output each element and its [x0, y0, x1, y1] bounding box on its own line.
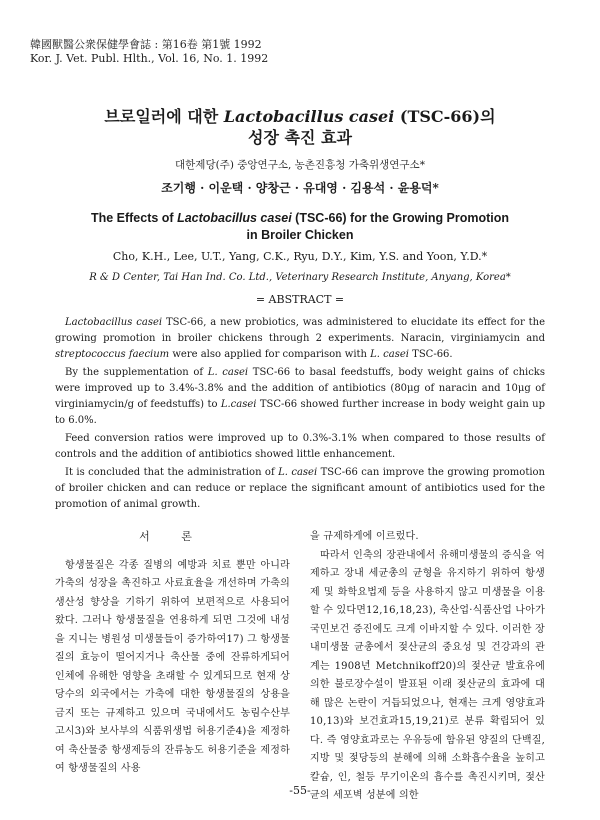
korean-authors: 조기행 · 이운택 · 양창근 · 유대영 · 김용석 · 윤용덕*	[161, 181, 439, 195]
abstract-paragraph-1	[55, 315, 545, 363]
journal-citation	[30, 38, 268, 66]
abstract-p2-text-3: TSC-66 showed further increase in body weight gain up to 6.0%.	[55, 399, 545, 426]
abstract-p4-text-2: TSC-66 can improve the growing promotion of broiler chicken and can reduce or replace the significant amount of antibiotics used for the promotion of animal growth.	[55, 467, 545, 510]
english-authors: Cho, K.H., Lee, U.T., Yang, C.K., Ryu, D.Y., Kim, Y.S. and Yoon, Y.D.*	[112, 250, 488, 263]
english-title-organism: Lactobacillus casei	[177, 211, 292, 225]
abstract-paragraph-2	[55, 365, 545, 429]
abstract-p2-text-2: TSC-66 to basal feedstuffs, body weight gains of chicks were improved up to 3.4%-3.8% and the addition of antibiotics (80μg of naracin and 10μg of virginiamycin/g of feedstuffs) to	[55, 367, 545, 410]
korean-title-line2: 성장 촉진 효과	[248, 128, 352, 147]
english-title-before: The Effects of	[90, 211, 178, 225]
abstract-p1-text-3: TSC-66.	[408, 349, 453, 360]
journal-line-en: Kor. J. Vet. Publ. Hlth., Vol. 16, No. 1. 1992	[30, 52, 269, 65]
english-institution: R & D Center, Tai Han Ind. Co. Ltd., Veterinary Research Institute, Anyang, Korea*	[89, 272, 511, 283]
page-number: -55-	[289, 784, 311, 797]
korean-title-organism: Lactobacillus casei	[223, 107, 395, 126]
abstract-p4-text: It is concluded that the administration of	[65, 467, 279, 478]
korean-title-before: 브로일러에 대한	[104, 107, 224, 126]
right-column-paragraph-2: 따라서 인축의 장관내에서 유해미생물의 증식을 억제하고 장내 세균총의 균형을 유지하기 위하여 항생제 및 화학요법제 등을 사용하지 않고 미생물을 이용할 수 있다면12,16,18,23), 축산업·식품산업 나아가 국민보건 증진에도 크게 이바지할 수 있다. 이러한 장내미생물 균총에서 젖산균의 중요성 및 건강과의 관계는 1908년 Metchnikoff20)의 젖산균 발효유에 의한 불로장수설이 발표된 이래 젖산균의 효과에 대해 많은 논란이 거듭되었으나, 현재는 크게 영양효과10,13)와 보건효과15,19,21)로 분류 확립되어 있다. 즉 영양효과로는 우유등에 함유된 양질의 단백질, 지방 및 젖당등의 분해에 의해 소화흡수율을 높히고 칼슘, 인, 철등 무기이온의 흡수를 촉진시키며, 젖산균의 세포벽 성분에 의한	[310, 549, 545, 801]
english-title-line2: in Broiler Chicken	[246, 228, 354, 242]
abstract-p1-text-2: were also applied for comparison with	[169, 349, 371, 360]
abstract-p2-organism-2: L.casei	[220, 399, 257, 410]
abstract-p1-text: TSC-66, a new probiotics, was administered to elucidate its effect for the growing promotion in broiler chickens through 2 experiments. Naracin, virginiamycin and	[55, 317, 545, 344]
left-column	[55, 528, 290, 779]
english-title	[40, 210, 560, 244]
abstract-p2-text: By the supplementation of	[65, 367, 208, 378]
abstract-p1-organism-3: L. casei	[370, 349, 409, 360]
journal-line-kr: 韓國獸醫公衆保健學會誌 : 第16卷 第1號 1992	[30, 38, 262, 51]
right-column	[310, 528, 545, 806]
abstract-p4-organism: L. casei	[278, 467, 318, 478]
abstract-heading: = ABSTRACT =	[255, 293, 345, 306]
korean-title	[40, 106, 560, 148]
english-title-after: (TSC-66) for the Growing Promotion	[291, 211, 510, 225]
abstract-paragraph-4	[55, 465, 545, 513]
korean-title-after: (TSC-66)의	[394, 107, 496, 126]
abstract-paragraph-3: Feed conversion ratios were improved up to 0.3%-3.1% when compared to those results of controls and the addition of antibiotics showed little enhancement.	[55, 433, 545, 460]
abstract-p2-organism: L. casei	[207, 367, 249, 378]
abstract-body	[55, 315, 545, 515]
left-column-paragraph: 항생물질은 각종 질병의 예방과 치료 뿐만 아니라 가축의 성장을 촉진하고 사료효율을 개선하며 가축의 생산성 향상을 기하기 위하여 보편적으로 사용되어 왔다. 그러나 항생물질을 연용하게 되면 그것에 내성을 지니는 병원성 미생물들이 증가하여17) 그 항생물질의 효능이 떨어지거나 축산물 중에 잔류하게되어 인체에 유해한 영향을 초래할 수 있게되므로 현재 상당수의 외국에서는 가축에 대한 항생물질의 상용을 금지 또는 규제하고 있으며 국내에서도 농림수산부 고시3)와 보사부의 식품위생법 허용기준4)을 제정하여 축산물중 항생제등의 잔류농도 허용기준을 제정하여 항생물질의 사용	[55, 559, 290, 774]
introduction-heading: 서 론	[139, 530, 206, 543]
abstract-p1-organism-2: streptococcus faecium	[55, 349, 170, 360]
right-column-paragraph-1: 을 규제하게에 이르렀다.	[310, 531, 419, 542]
korean-institution: 대한제당(주) 중앙연구소, 농촌진흥청 가축위생연구소*	[175, 159, 425, 171]
abstract-p1-organism: Lactobacillus casei	[65, 317, 163, 328]
